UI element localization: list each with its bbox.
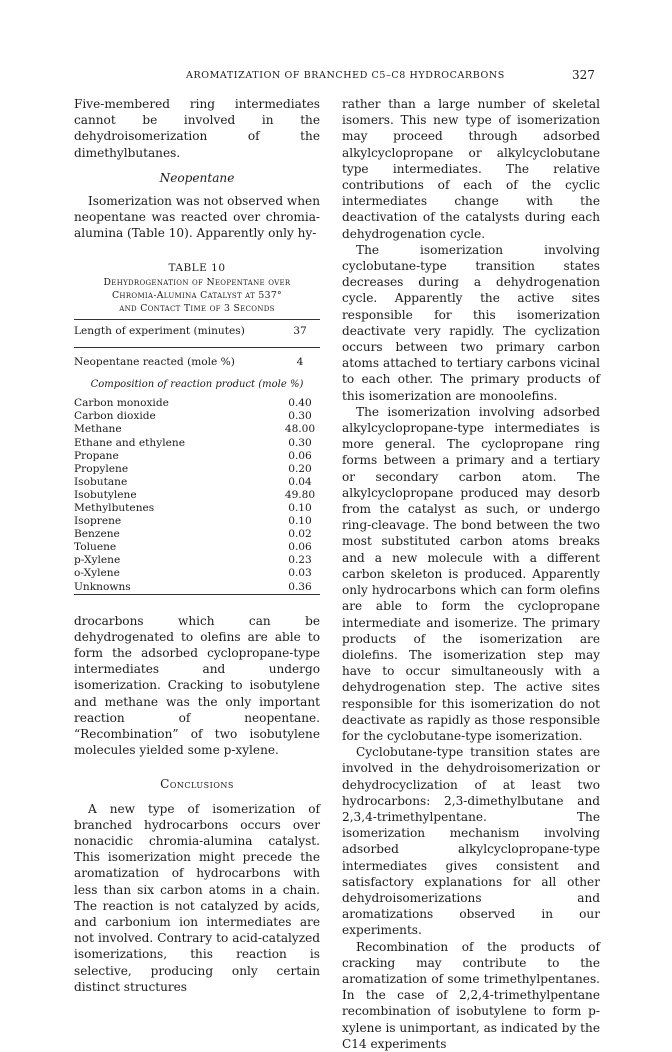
table-row	[74, 476, 320, 489]
paragraph: Isomerization was not observed when neopentane was reacted over chromia-alumina (Table 10). Apparently only hy-	[74, 194, 320, 241]
row-value: 0.23	[288, 554, 312, 567]
row-label: Toluene	[74, 541, 117, 554]
table-row	[74, 502, 320, 515]
table-row	[74, 437, 320, 450]
table-caption-line: Chromia-Alumina Catalyst at 537°	[112, 289, 282, 301]
table-row	[74, 515, 320, 528]
section-heading-conclusions: Conclusions	[160, 777, 234, 792]
row-label: Isobutane	[74, 475, 128, 488]
row-label: Length of experiment (minutes)	[74, 324, 245, 337]
paragraph: rather than a large number of skeletal isomers. This new type of isomerization may proceed through adsorbed alkylcyclopropane or alkylcyclobutane type intermediates. The relative contributions of each of the cyclic intermediates change with the deactivation of the catalysts during each dehydrogenation cycle.	[342, 97, 600, 241]
table-row	[74, 541, 320, 554]
row-value: 0.10	[288, 515, 312, 528]
row-label: Isoprene	[74, 515, 122, 528]
row-value: 0.06	[288, 449, 312, 462]
table-caption-line: Dehydrogenation of Neopentane over	[103, 276, 291, 288]
row-value: 0.36	[288, 580, 312, 593]
row-label: Carbon dioxide	[74, 410, 156, 423]
row-value: 0.30	[288, 436, 312, 449]
row-label: Propane	[74, 449, 119, 462]
table-row	[74, 567, 320, 580]
table-row	[74, 410, 320, 423]
left-column	[74, 96, 320, 995]
row-value: 0.30	[288, 410, 312, 423]
row-label: Propylene	[74, 462, 129, 475]
composition-heading: Composition of reaction product (mole %)	[90, 379, 304, 391]
row-value: 4	[296, 355, 304, 368]
row-value: 0.10	[288, 501, 312, 514]
paragraph: drocarbons which can be dehydrogenated to olefins are able to form the adsorbed cyclopropane-type intermediates and undergo isomerization. Cracking to isobutylene and methane was the only important reaction of neopentane. “Recombination” of two isobutylene molecules yielded some p-xylene.	[74, 613, 320, 758]
row-label: Benzene	[74, 528, 120, 541]
row-label: Methylbutenes	[74, 501, 155, 514]
row-value: 0.40	[288, 397, 312, 410]
row-value: 48.00	[284, 423, 316, 436]
table-rule	[74, 594, 320, 595]
row-value: 0.02	[288, 528, 312, 541]
row-value: 0.03	[288, 567, 312, 580]
table-row	[74, 554, 320, 567]
table-row	[74, 450, 320, 463]
row-label: Ethane and ethylene	[74, 436, 185, 449]
row-label: Neopentane reacted (mole %)	[74, 355, 235, 368]
row-value: 49.80	[284, 488, 316, 501]
paragraph: A new type of isomerization of branched hydrocarbons occurs over nonacidic chromia-alumina catalyst. This isomerization might precede the aromatization of hydrocarbons with less than six carbon atoms in a chain. The reaction is not catalyzed by acids, and carbonium ion intermediates are not involved. Contrary to acid-catalyzed isomerizations, this reaction is selective, producing only certain distinct structures	[74, 801, 320, 994]
row-label: Unknowns	[74, 580, 131, 593]
table-number: TABLE 10	[168, 261, 226, 274]
row-label: Methane	[74, 423, 122, 436]
table-body	[74, 397, 320, 593]
row-value: 37	[293, 324, 307, 337]
table-row	[74, 348, 320, 373]
table-row	[74, 528, 320, 541]
table-row	[74, 397, 320, 410]
table-row	[74, 320, 320, 347]
table-row	[74, 463, 320, 476]
row-label: o-Xylene	[74, 567, 120, 580]
table-row	[74, 423, 320, 436]
running-title: AROMATIZATION OF BRANCHED C5–C8 HYDROCARBONS	[186, 70, 505, 81]
page-number: 327	[572, 68, 595, 82]
row-value: 0.20	[288, 462, 312, 475]
right-column	[342, 96, 600, 1052]
row-label: p-Xylene	[74, 554, 121, 567]
paragraph: The isomerization involving cyclobutane-type transition states decreases during a dehydrogenation cycle. Apparently the active sites responsible for this isomerization deactivate very rapidly. The cyclization occurs between two primary carbon atoms attached to tertiary carbons vicinal to each other. The primary products of this isomerization are monoolefins.	[342, 242, 600, 403]
row-label: Isobutylene	[74, 488, 137, 501]
table-caption	[74, 276, 320, 315]
paragraph: Cyclobutane-type transition states are involved in the dehydroisomerization or dehydrocyclization of at least two hydrocarbons: 2,3-dimethylbutane and 2,3,4-trimethylpentane. The isomerization mechanism involving adsorbed alkylcyclopropane-type intermediates gives consistent and satisfactory explanations for all other dehydroisomerizations and aromatizations observed in our experiments.	[342, 745, 600, 938]
table-10	[74, 260, 320, 595]
section-heading-neopentane: Neopentane	[159, 170, 235, 185]
table-row	[74, 489, 320, 502]
table-caption-line: and Contact Time of 3 Seconds	[119, 302, 275, 314]
paragraph: Recombination of the products of cracking may contribute to the aromatization of some trimethylpentanes. In the case of 2,2,4-trimethylpentane recombination of isobutylene to form p-xylene is unimportant, as indicated by the C14 experiments	[342, 939, 600, 1051]
row-label: Carbon monoxide	[74, 397, 169, 410]
paragraph: The isomerization involving adsorbed alkylcyclopropane-type intermediates is more general. The cyclopropane ring forms between a primary and a tertiary or secondary carbon atom. The alkylcyclopropane produced may desorb from the catalyst as such, or undergo ring-cleavage. The bond between the two most substituted carbon atoms breaks and a new molecule with a different carbon skeleton is produced. Apparently only hydrocarbons which can form olefins are able to form the cyclopropane intermediate and isomerize. The primary products of the isomerization are diolefins. The isomerization step may have to occur simultaneously with a dehydrogenation step. The active sites responsible for this isomerization do not deactivate as rapidly as those responsible for the cyclobutane-type isomerization.	[342, 404, 600, 743]
row-value: 0.04	[288, 475, 312, 488]
row-value: 0.06	[288, 541, 312, 554]
table-row	[74, 581, 320, 594]
paragraph: Five-membered ring intermediates cannot be involved in the dehydroisomerization of the dimethylbutanes.	[74, 97, 320, 160]
